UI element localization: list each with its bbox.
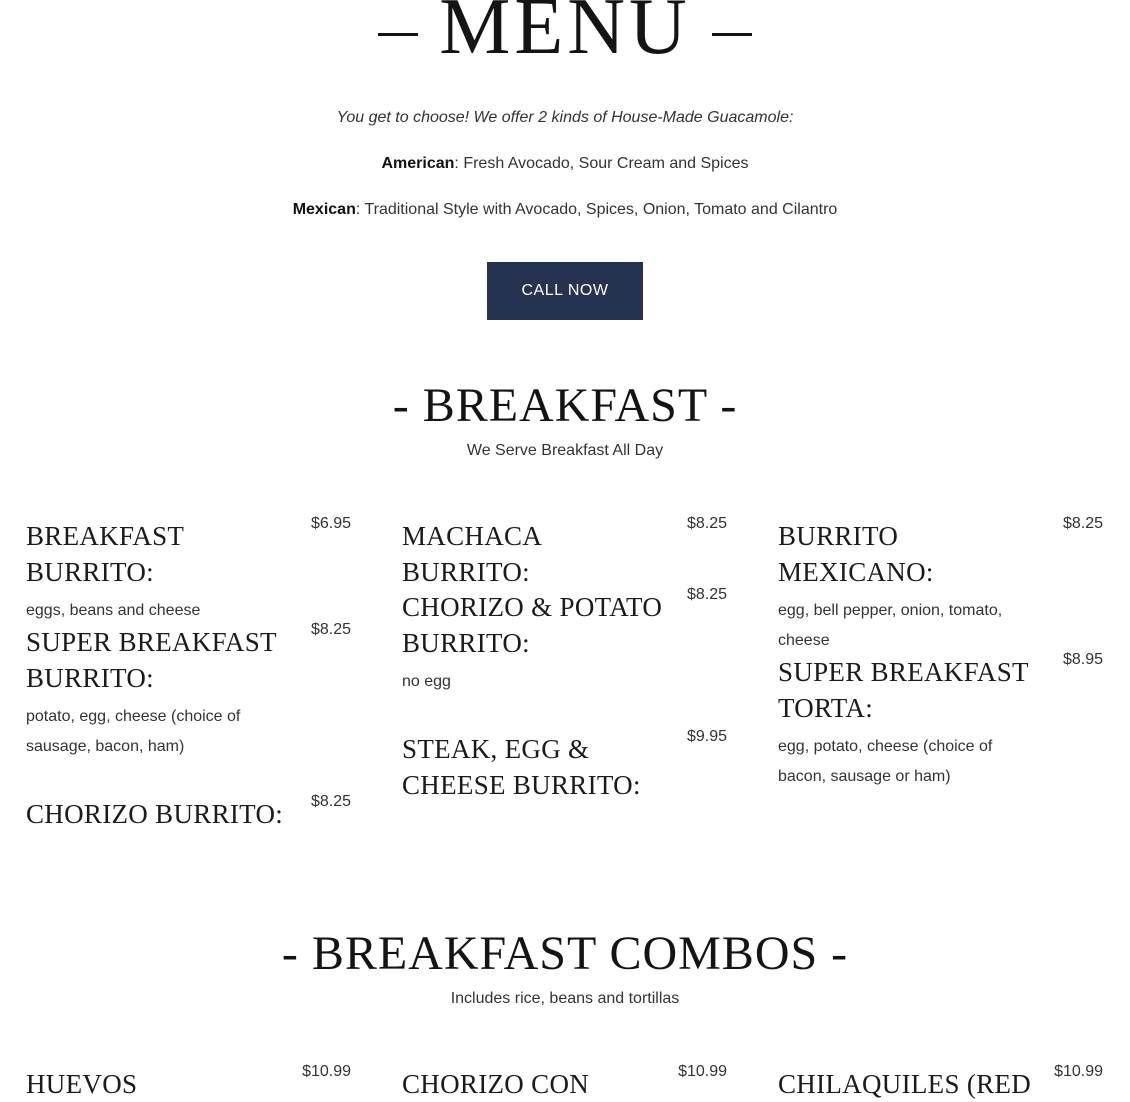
item-name: STEAK, EGG & CHEESE BURRITO: — [402, 734, 641, 800]
item-price: $8.25 — [310, 793, 351, 810]
menu-item — [26, 793, 351, 832]
item-name: HUEVOS — [26, 1069, 138, 1099]
item-name: BREAKFAST BURRITO: — [26, 521, 184, 587]
item-price: $10.99 — [678, 1063, 727, 1080]
item-name: CHORIZO & POTATO BURRITO: — [402, 592, 663, 658]
item-name: CHORIZO BURRITO: — [26, 799, 284, 829]
item-name: SUPER BREAKFAST TORTA: — [778, 657, 1029, 723]
item-name: BURRITO MEXICANO: — [778, 521, 934, 587]
item-name: MACHACA BURRITO: — [402, 521, 541, 587]
menu-item — [402, 728, 727, 803]
item-name: SUPER BREAKFAST BURRITO: — [26, 627, 277, 693]
menu-item — [26, 621, 351, 762]
item-description: egg, bell pepper, onion, tomato, cheese — [778, 602, 1003, 649]
menu-item — [778, 1063, 1103, 1102]
guac-option-american — [0, 155, 1130, 173]
title-dash-right — [712, 33, 752, 36]
item-price: $8.25 — [1062, 515, 1103, 532]
menu-item — [402, 1063, 727, 1102]
section-title-combos: - BREAKFAST COMBOS - — [281, 927, 849, 980]
item-price: $8.25 — [686, 515, 727, 532]
item-name: CHILAQUILES (RED — [778, 1069, 1032, 1099]
item-description: no egg — [402, 673, 451, 690]
item-price: $9.95 — [686, 728, 727, 745]
title-dash-left — [378, 33, 418, 36]
call-now-button[interactable]: CALL NOW — [487, 262, 643, 320]
item-description: egg, potato, cheese (choice of bacon, sausage or ham) — [778, 738, 993, 785]
item-description: eggs, beans and cheese — [26, 602, 201, 619]
section-subtitle-combos: Includes rice, beans and tortillas — [450, 990, 680, 1007]
guac-option-mexican — [0, 201, 1130, 219]
item-price: $10.99 — [302, 1063, 351, 1080]
menu-item — [26, 515, 351, 626]
item-description: potato, egg, cheese (choice of sausage, bacon, ham) — [26, 708, 241, 755]
section-subtitle-breakfast: We Serve Breakfast All Day — [466, 442, 664, 459]
guac-option-desc: : Fresh Avocado, Sour Cream and Spices — [454, 155, 749, 172]
guacamole-intro: You get to choose! We offer 2 kinds of House-Made Guacamole: — [336, 109, 794, 126]
section-title-breakfast: - BREAKFAST - — [392, 379, 738, 432]
item-price: $10.99 — [1054, 1063, 1103, 1080]
item-price: $8.95 — [1062, 651, 1103, 668]
menu-title-row — [0, 0, 1130, 72]
item-price: $8.25 — [310, 621, 351, 638]
menu-item — [402, 586, 727, 697]
guac-option-name: American — [381, 155, 455, 172]
menu-item — [778, 515, 1103, 656]
item-price: $8.25 — [686, 586, 727, 603]
menu-item — [778, 651, 1103, 792]
item-price: $6.95 — [310, 515, 351, 532]
menu-item — [402, 515, 727, 590]
item-name: CHORIZO CON — [402, 1069, 590, 1099]
guac-option-name: Mexican — [292, 201, 356, 218]
menu-item — [26, 1063, 351, 1102]
guac-option-desc: : Traditional Style with Avocado, Spices, Onion, Tomato and Cilantro — [355, 201, 838, 218]
page-title: MENU — [439, 0, 691, 71]
